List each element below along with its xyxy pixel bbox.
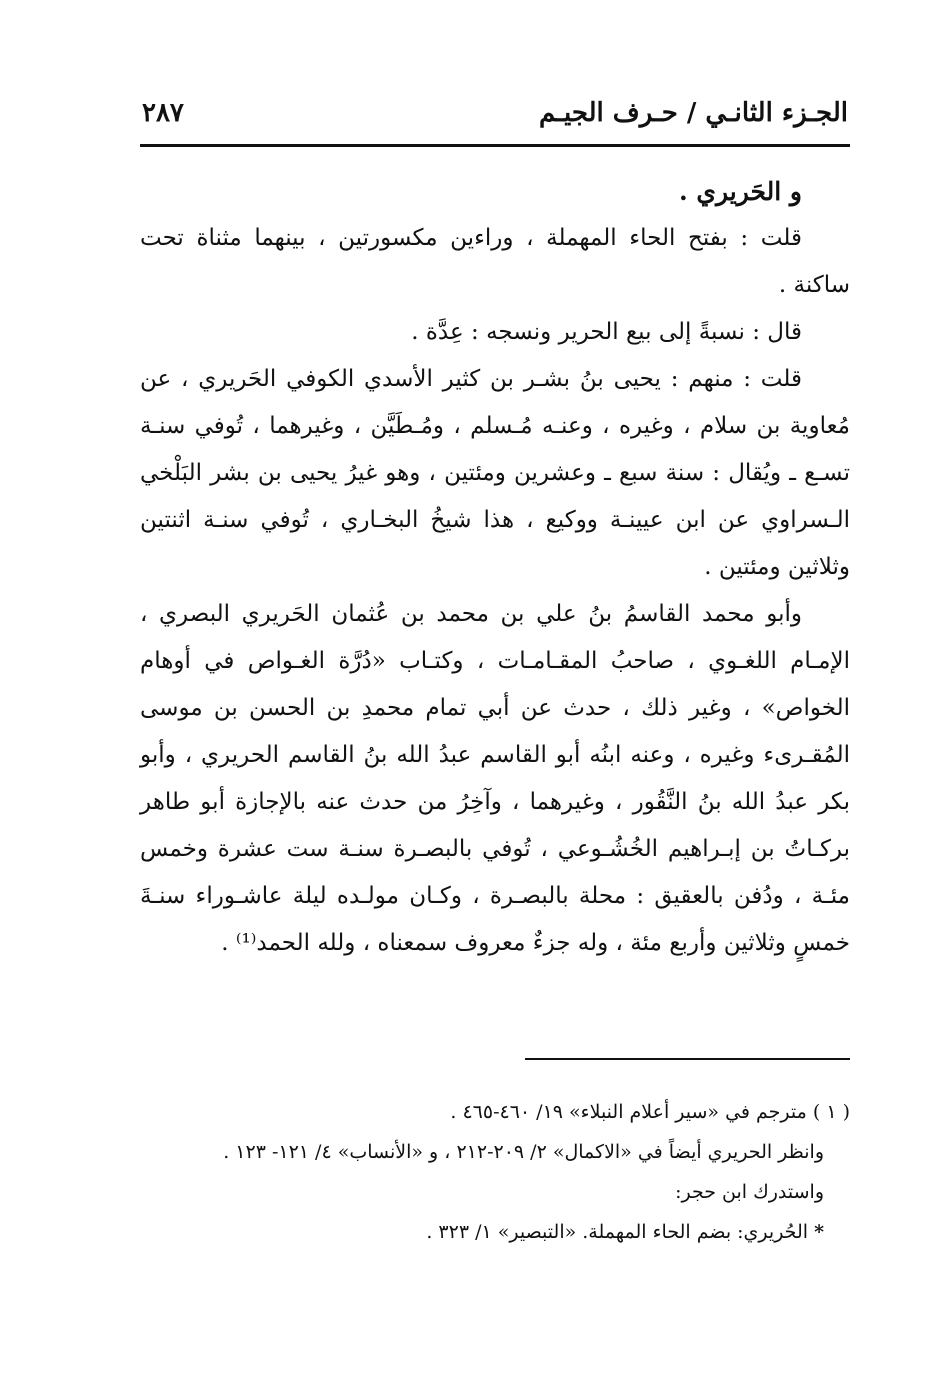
paragraph: قلت : منهم : يحيى بنُ بشـر بن كثير الأسدي الكوفي الحَريري ، عن مُعاوية بن سلام ، وغيره ، وعنـه مُـسلم ، ومُـطَيَّن ، وغيرهما ، تُوفي سنـة تسـع ـ ويُقال : سنة سبع ـ وعشرين ومئتين ، وهو غيرُ يحيى بن بشر البَلْخي الـسراوي عن ابن عيينـة ووكيع ، هذا شيخُ البخـاري ، تُوفي سنـة اثنتين وثلاثين ومئتين . bbox=[140, 366, 850, 580]
page-number: ٢٨٧ bbox=[142, 98, 184, 128]
paragraph: قال : نسبةً إلى بيع الحرير ونسجه : عِدَّة . bbox=[411, 319, 802, 345]
main-text bbox=[140, 168, 850, 967]
footnote: وانظر الحريري أيضاً في «الاكمال» ٢/ ٢٠٩-٢١٢ ، و «الأنساب» ٤/ ١٢١- ١٢٣ . bbox=[223, 1141, 824, 1163]
asterisk-bullet: * bbox=[814, 1221, 824, 1243]
paragraph: وأبو محمد القاسمُ بنُ علي بن محمد بن عُثمان الحَريري البصري ، الإمـام اللغـوي ، صاحبُ المقـامـات ، وكتـاب «دُرَّة الغـواص في أوهام الخواص» ، وغير ذلك ، حدث عن أبي تمام محمدِ بن الحسن بن موسى المُقـرىء وغيره ، وعنه ابنُه أبو القاسم عبدُ الله بنُ القاسم الحريري ، وأبو بكر عبدُ الله بنُ النَّقُور ، وغيرهما ، وآخِرُ من حدث عنه بالإجازة أبو طاهر بركـاتُ بن إبـراهيم الخُشُـوعي ، تُوفي بالبصـرة سنـة ست عشرة وخمس مئـة ، ودُفن بالعقيق : محلة بالبصـرة ، وكـان مولـده ليلة عاشـوراء سنـةَ خمسٍ وثلاثين وأربع مئة ، وله جزءٌ معروف سمعناه ، ولله الحمد⁽¹⁾ . bbox=[140, 601, 850, 956]
footnote: ( ١ ) مترجم في «سير أعلام النبلاء» ١٩/ ٤٦٠-٤٦٥ . bbox=[450, 1101, 850, 1123]
footnote-separator bbox=[525, 1058, 850, 1060]
footnote bbox=[140, 1212, 850, 1252]
footnote-text: الحُريري: بضم الحاء المهملة. «التبصير» ١/ ٣٢٣ . bbox=[426, 1221, 809, 1243]
entry-heading: و الحَريري . bbox=[679, 177, 802, 206]
footnote: واستدرك ابن حجر: bbox=[675, 1181, 824, 1203]
running-header-title: الجـزء الثانـي / حـرف الجيـم bbox=[539, 98, 848, 128]
running-header bbox=[140, 92, 850, 147]
footnotes bbox=[140, 1092, 850, 1252]
paragraph: قلت : بفتح الحاء المهملة ، وراءين مكسورتين ، بينهما مثناة تحت ساكنة . bbox=[140, 225, 850, 298]
